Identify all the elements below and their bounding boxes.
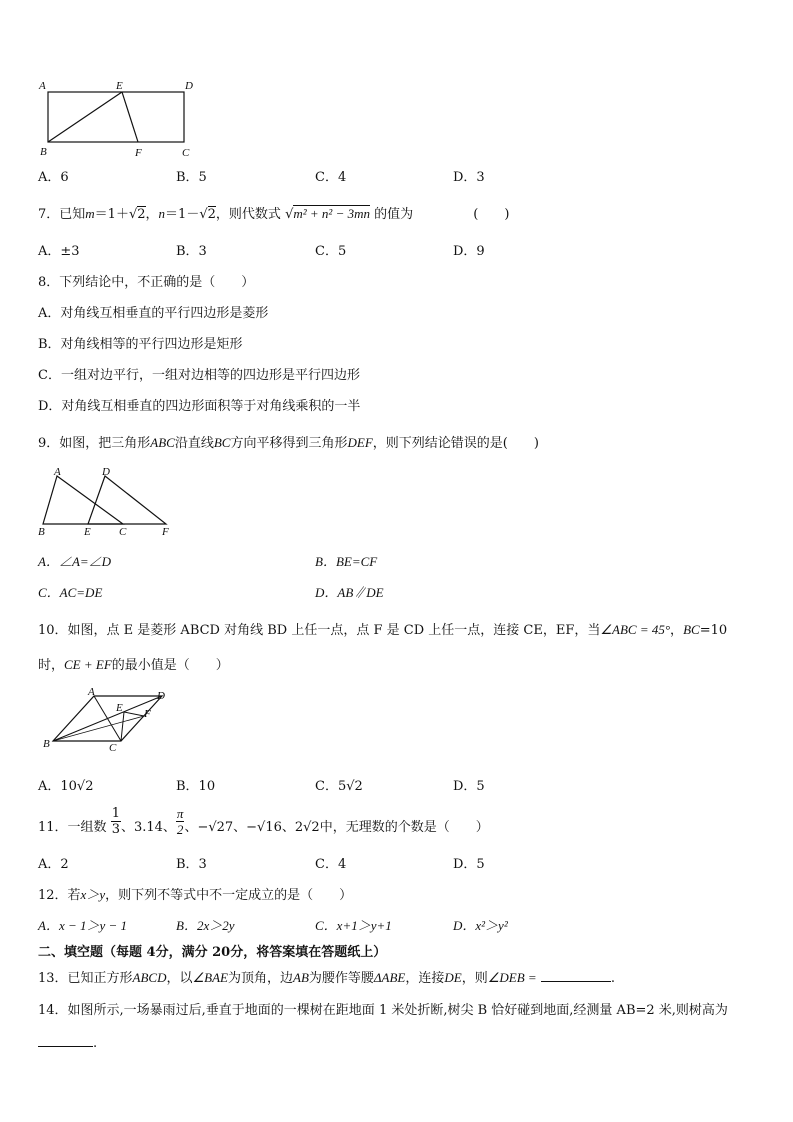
q8-option-a: A．对角线互相垂直的平行四边形是菱形	[38, 306, 269, 321]
label-B: B	[43, 738, 50, 750]
label-C: C	[182, 147, 190, 159]
q7-option-a: A．±3	[38, 244, 80, 259]
q6-option-c: C．4	[315, 170, 347, 185]
q7-stem: 7．已知m＝1＋√2，n＝1－√2，则代数式 √m² + n² − 3mn 的值为 ( )	[38, 206, 510, 222]
label-D: D	[157, 690, 165, 702]
q14-stem: 14．如图所示,一场暴雨过后,垂直于地面的一棵树在距地面 1 米处折断,树尖 B 恰好碰到地面,经测量 AB=2 米,则树高为	[38, 1003, 728, 1018]
q11-option-a: A．2	[38, 857, 69, 872]
figure-q10-rhombus	[38, 686, 178, 756]
q12-stem: 12．若x＞y，则下列不等式中不一定成立的是（ ）	[38, 887, 353, 903]
label-C: C	[119, 526, 127, 538]
q11-option-c: C．4	[315, 857, 347, 872]
label-B: B	[40, 146, 47, 158]
label-D: D	[102, 466, 110, 478]
q8-stem: 8．下列结论中，不正确的是（ ）	[38, 275, 255, 290]
q10-option-c: C．5√2	[315, 779, 363, 794]
q10-stem-line2: 时，CE + EF的最小值是（ ）	[38, 657, 229, 673]
q7-option-d: D．9	[453, 244, 485, 259]
section-2-title: 二、填空题（每题 4分，满分 20分，将答案填在答题纸上）	[38, 945, 387, 960]
label-F: F	[144, 708, 151, 720]
label-A: A	[54, 466, 61, 478]
q12-option-a: A．x − 1＞y − 1	[38, 918, 128, 933]
q8-option-c: C．一组对边平行，一组对边相等的四边形是平行四边形	[38, 368, 360, 383]
label-B: B	[38, 526, 45, 538]
figure-q9-translation	[35, 466, 185, 538]
q7-answer-paren: ( )	[473, 207, 510, 222]
q10-option-d: D．5	[453, 779, 485, 794]
q14-answer-line: .	[38, 1034, 97, 1051]
q14-answer-blank[interactable]	[38, 1034, 93, 1047]
label-F: F	[135, 147, 142, 159]
q6-option-b: B．5	[176, 170, 207, 185]
q9-option-a: A．∠A=∠D	[38, 554, 112, 569]
q7-radicand: m² + n² − 3mn	[293, 206, 370, 221]
label-E: E	[116, 702, 123, 714]
q10-option-b: B．10	[176, 779, 216, 794]
label-E: E	[84, 526, 91, 538]
q10-stem-line1: 10．如图，点 E 是菱形 ABCD 对角线 BD 上任一点，点 F 是 CD 上任一点，连接 CE，EF，当∠ABC = 45°，BC=10	[38, 622, 728, 638]
q7-option-c: C．5	[315, 244, 347, 259]
q6-option-d: D．3	[453, 170, 485, 185]
q9-stem: 9．如图，把三角形ABC沿直线BC方向平移得到三角形DEF，则下列结论错误的是( )	[38, 435, 539, 451]
q13-answer-blank[interactable]	[541, 969, 611, 982]
q9-option-c: C．AC=DE	[38, 585, 103, 600]
label-E: E	[116, 80, 123, 92]
label-F: F	[162, 526, 169, 538]
q13-stem: 13．已知正方形ABCD，以∠BAE为顶角，边AB为腰作等腰ΔABE，连接DE，则∠DEB = .	[38, 970, 615, 986]
q7-option-b: B．3	[176, 244, 207, 259]
q12-option-c: C．x+1＞y+1	[315, 918, 392, 933]
q10-option-a: A．10√2	[38, 779, 94, 794]
q11-option-b: B．3	[176, 857, 207, 872]
q12-option-d: D．x²＞y²	[453, 918, 508, 933]
label-A: A	[39, 80, 46, 92]
q8-option-d: D．对角线互相垂直的四边形面积等于对角线乘积的一半	[38, 399, 361, 414]
figure-q6-rectangle	[35, 78, 210, 160]
q9-option-d: D．AB∥DE	[315, 585, 384, 600]
label-D: D	[185, 80, 193, 92]
label-A: A	[88, 686, 95, 698]
q8-option-b: B．对角线相等的平行四边形是矩形	[38, 337, 243, 352]
q12-option-b: B．2x＞2y	[176, 918, 235, 933]
q9-option-b: B．BE=CF	[315, 554, 378, 569]
q11-stem: 11．一组数 $\frac{1}{3}$ 、3.14、 $\frac{\pi}{2}$ 、−√27、−√16、2√2中，无理数的个数是（ ）	[38, 806, 489, 837]
q11-option-d: D．5	[453, 857, 485, 872]
label-C: C	[109, 742, 117, 754]
q6-option-a: A．6	[38, 170, 69, 185]
